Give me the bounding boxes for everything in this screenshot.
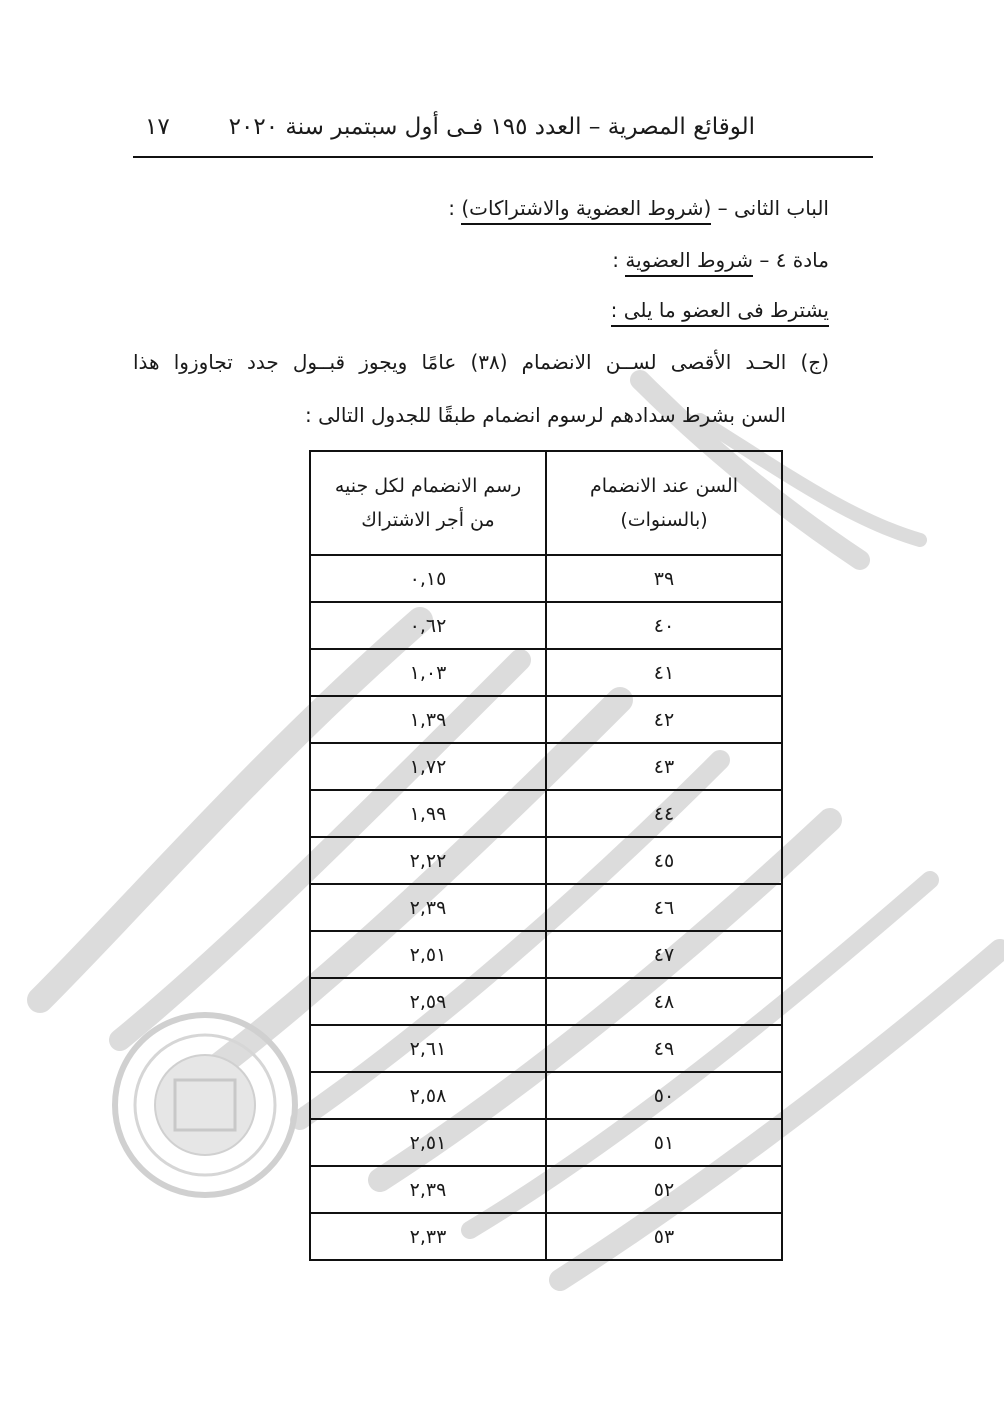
fee-cell: ٢,٣٩	[310, 1166, 546, 1213]
table-row	[310, 743, 782, 790]
section-heading	[448, 196, 829, 220]
fee-cell: ٢,٥٨	[310, 1072, 546, 1119]
age-cell: ٤١	[546, 649, 782, 696]
table-row	[310, 696, 782, 743]
age-cell: ٥٣	[546, 1213, 782, 1260]
page-number: ١٧	[145, 114, 170, 140]
fee-cell: ٠,٦٢	[310, 602, 546, 649]
fee-cell: ١,٠٣	[310, 649, 546, 696]
age-cell: ٤٩	[546, 1025, 782, 1072]
page-header	[133, 112, 873, 158]
age-header-line-2: (بالسنوات)	[620, 509, 708, 531]
fee-cell: ٢,٥١	[310, 931, 546, 978]
header-divider	[133, 156, 873, 158]
article-title: شروط العضوية	[625, 248, 753, 277]
table-row	[310, 884, 782, 931]
age-cell: ٤٨	[546, 978, 782, 1025]
fee-cell: ١,٧٢	[310, 743, 546, 790]
fee-cell: ٢,٥٩	[310, 978, 546, 1025]
table-row	[310, 1072, 782, 1119]
table-row	[310, 931, 782, 978]
clause-line-2: السن بشرط سدادهم لرسوم انضمام طبقًا للجدول التالى :	[305, 403, 786, 427]
table-row	[310, 790, 782, 837]
age-cell: ٤٥	[546, 837, 782, 884]
article-heading	[612, 248, 829, 272]
age-cell: ٤٧	[546, 931, 782, 978]
fee-cell: ١,٣٩	[310, 696, 546, 743]
age-cell: ٤٠	[546, 602, 782, 649]
fee-cell: ٠,١٥	[310, 555, 546, 602]
fee-header-line-1: رسم الانضمام لكل جنيه	[334, 475, 522, 497]
age-cell: ٣٩	[546, 555, 782, 602]
fee-column-header	[310, 451, 546, 555]
age-header-line-1: السن عند الانضمام	[589, 475, 739, 497]
age-cell: ٥١	[546, 1119, 782, 1166]
table-row	[310, 1119, 782, 1166]
age-cell: ٤٢	[546, 696, 782, 743]
fee-cell: ٢,٣٣	[310, 1213, 546, 1260]
government-printing-seal-icon	[115, 1015, 295, 1195]
table-row	[310, 555, 782, 602]
article-prefix: مادة ٤ –	[752, 248, 829, 272]
table-row	[310, 602, 782, 649]
clause-line-1: (ج) الحـد الأقصى لســن الانضمام (٣٨) عامًا ويجوز قبــول جدد تجاوزوا هذا	[133, 350, 829, 374]
fee-cell: ٢,٦١	[310, 1025, 546, 1072]
age-cell: ٥٠	[546, 1072, 782, 1119]
section-suffix: :	[448, 196, 462, 220]
age-cell: ٤٦	[546, 884, 782, 931]
table-row	[310, 1166, 782, 1213]
gazette-header-title: الوقائع المصرية – العدد ١٩٥ فـى أول سبتمبر سنة ٢٠٢٠	[228, 114, 755, 140]
table-row	[310, 649, 782, 696]
age-cell: ٤٤	[546, 790, 782, 837]
table-row	[310, 1025, 782, 1072]
age-cell: ٤٣	[546, 743, 782, 790]
fee-cell: ٢,٢٢	[310, 837, 546, 884]
age-cell: ٥٢	[546, 1166, 782, 1213]
table-header-row	[310, 451, 782, 555]
table-row	[310, 837, 782, 884]
fee-header-line-2: من أجر الاشتراك	[361, 509, 495, 531]
requirement-intro-text: يشترط فى العضو ما يلى :	[611, 298, 829, 327]
fee-cell: ٢,٣٩	[310, 884, 546, 931]
section-prefix: الباب الثانى –	[711, 196, 829, 220]
enrollment-fee-table	[309, 450, 783, 1261]
table-row	[310, 978, 782, 1025]
article-suffix: :	[612, 248, 626, 272]
section-title: (شروط العضوية والاشتراكات)	[461, 196, 711, 225]
requirement-intro	[611, 298, 829, 322]
fee-cell: ١,٩٩	[310, 790, 546, 837]
table-row	[310, 1213, 782, 1260]
age-column-header	[546, 451, 782, 555]
fee-cell: ٢,٥١	[310, 1119, 546, 1166]
